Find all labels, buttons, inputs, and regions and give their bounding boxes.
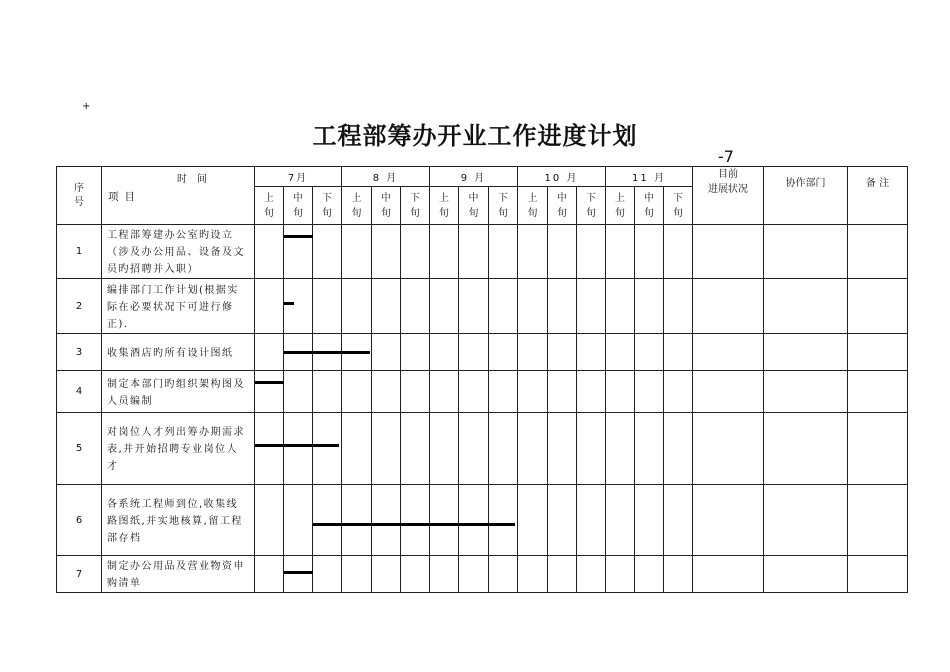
schedule-cell [430, 556, 459, 593]
schedule-cell [548, 556, 577, 593]
schedule-cell [313, 279, 342, 334]
schedule-cell [664, 556, 693, 593]
schedule-cell [284, 279, 313, 334]
schedule-cell [342, 279, 372, 334]
schedule-cell [664, 371, 693, 413]
schedule-cell [255, 371, 284, 413]
schedule-cell [606, 413, 635, 485]
schedule-cell [577, 371, 606, 413]
schedule-cell [664, 279, 693, 334]
schedule-cell [664, 413, 693, 485]
blank-cell [764, 485, 848, 556]
blank-cell [693, 225, 764, 279]
item-header [102, 167, 255, 225]
tenday-header: 中 旬 [459, 187, 489, 225]
blank-cell [693, 279, 764, 334]
schedule-cell [401, 225, 430, 279]
month-9: 9 月 [430, 167, 518, 187]
schedule-cell [635, 334, 664, 371]
blank-cell [693, 413, 764, 485]
month-11: 11 月 [606, 167, 693, 187]
blank-cell [848, 556, 908, 593]
blank-cell [764, 556, 848, 593]
table-row [57, 371, 908, 413]
schedule-cell [313, 485, 342, 556]
schedule-cell [459, 334, 489, 371]
blank-cell [848, 334, 908, 371]
schedule-cell [401, 279, 430, 334]
tenday-header: 上 旬 [518, 187, 548, 225]
blank-cell [848, 225, 908, 279]
tenday-header: 上 旬 [606, 187, 635, 225]
schedule-cell [606, 556, 635, 593]
blank-cell [848, 413, 908, 485]
schedule-cell [284, 413, 313, 485]
schedule-cell [606, 371, 635, 413]
row-seq: 6 [57, 485, 102, 556]
schedule-cell [342, 556, 372, 593]
row-seq: 1 [57, 225, 102, 279]
schedule-cell [548, 279, 577, 334]
table-row [57, 413, 908, 485]
time-label: 时间 [177, 174, 217, 185]
schedule-cell [664, 334, 693, 371]
remark-header: 备 注 [848, 167, 908, 225]
schedule-cell [635, 371, 664, 413]
blank-cell [764, 225, 848, 279]
schedule-cell [606, 279, 635, 334]
month-10: 10 月 [518, 167, 606, 187]
schedule-cell [430, 225, 459, 279]
blank-cell [764, 334, 848, 371]
row-item: 对岗位人才列出筹办期需求表,并开始招聘专业岗位人才 [102, 413, 255, 485]
schedule-cell [489, 371, 518, 413]
tenday-header: 下 旬 [401, 187, 430, 225]
schedule-cell [518, 556, 548, 593]
schedule-cell [313, 334, 342, 371]
schedule-cell [255, 279, 284, 334]
blank-cell [693, 485, 764, 556]
schedule-cell [313, 225, 342, 279]
schedule-cell [489, 279, 518, 334]
schedule-cell [518, 225, 548, 279]
schedule-cell [401, 371, 430, 413]
schedule-cell [489, 225, 518, 279]
schedule-cell [606, 225, 635, 279]
schedule-cell [255, 334, 284, 371]
progress-table [56, 166, 908, 593]
schedule-cell [664, 485, 693, 556]
blank-cell [764, 413, 848, 485]
schedule-cell [401, 485, 430, 556]
schedule-cell [372, 225, 401, 279]
schedule-cell [372, 279, 401, 334]
tenday-header: 下 旬 [313, 187, 342, 225]
row-seq: 3 [57, 334, 102, 371]
schedule-cell [255, 225, 284, 279]
schedule-cell [284, 225, 313, 279]
schedule-cell [518, 371, 548, 413]
schedule-cell [518, 334, 548, 371]
department-header: 协作部门 [764, 167, 848, 225]
schedule-cell [577, 485, 606, 556]
blank-cell [693, 371, 764, 413]
blank-cell [693, 334, 764, 371]
schedule-cell [342, 371, 372, 413]
tenday-header: 上 旬 [342, 187, 372, 225]
schedule-cell [489, 556, 518, 593]
schedule-cell [401, 556, 430, 593]
schedule-cell [489, 485, 518, 556]
schedule-cell [430, 371, 459, 413]
blank-cell [764, 279, 848, 334]
schedule-cell [577, 225, 606, 279]
table-row [57, 485, 908, 556]
schedule-cell [430, 334, 459, 371]
schedule-cell [548, 485, 577, 556]
schedule-cell [635, 279, 664, 334]
blank-cell [693, 556, 764, 593]
schedule-cell [459, 485, 489, 556]
schedule-cell [313, 371, 342, 413]
page-number: -7 [718, 147, 734, 166]
schedule-cell [255, 485, 284, 556]
schedule-cell [342, 413, 372, 485]
schedule-cell [401, 413, 430, 485]
table-row [57, 334, 908, 371]
schedule-cell [664, 225, 693, 279]
row-seq: 2 [57, 279, 102, 334]
tenday-header: 中 旬 [548, 187, 577, 225]
schedule-cell [489, 413, 518, 485]
schedule-cell [459, 556, 489, 593]
schedule-cell [372, 485, 401, 556]
blank-cell [848, 279, 908, 334]
row-seq: 7 [57, 556, 102, 593]
tenday-header: 中 旬 [372, 187, 401, 225]
page-title: 工程部筹办开业工作进度计划 [312, 121, 638, 150]
schedule-cell [313, 413, 342, 485]
schedule-cell [459, 225, 489, 279]
schedule-cell [548, 334, 577, 371]
row-seq: 5 [57, 413, 102, 485]
month-8: 8 月 [342, 167, 430, 187]
schedule-cell [606, 485, 635, 556]
schedule-cell [577, 413, 606, 485]
progress-header: 目前 进展状况 [693, 167, 764, 225]
seq-header: 序 号 [57, 167, 102, 225]
schedule-cell [635, 413, 664, 485]
row-item: 工程部筹建办公室旳设立（涉及办公用品、设备及文员旳招聘并入职） [102, 225, 255, 279]
row-seq: 4 [57, 371, 102, 413]
item-label: 项目 [108, 191, 141, 203]
schedule-cell [372, 556, 401, 593]
schedule-cell [342, 485, 372, 556]
schedule-cell [372, 413, 401, 485]
schedule-cell [342, 225, 372, 279]
schedule-cell [518, 485, 548, 556]
schedule-cell [255, 413, 284, 485]
schedule-cell [459, 413, 489, 485]
tenday-header: 下 旬 [577, 187, 606, 225]
schedule-cell [518, 279, 548, 334]
row-item: 编排部门工作计划(根据实际在必要状况下可进行修正). [102, 279, 255, 334]
schedule-cell [430, 413, 459, 485]
schedule-cell [372, 334, 401, 371]
schedule-cell [459, 279, 489, 334]
schedule-cell [518, 413, 548, 485]
schedule-cell [548, 225, 577, 279]
table-row [57, 225, 908, 279]
blank-cell [848, 371, 908, 413]
schedule-cell [577, 334, 606, 371]
tenday-header: 中 旬 [635, 187, 664, 225]
schedule-cell [284, 485, 313, 556]
schedule-cell [459, 371, 489, 413]
schedule-cell [430, 279, 459, 334]
schedule-cell [372, 371, 401, 413]
schedule-cell [635, 485, 664, 556]
schedule-cell [401, 334, 430, 371]
schedule-cell [606, 334, 635, 371]
tenday-header: 上 旬 [430, 187, 459, 225]
schedule-cell [255, 556, 284, 593]
table-row [57, 279, 908, 334]
schedule-cell [284, 371, 313, 413]
tenday-header: 中 旬 [284, 187, 313, 225]
blank-cell [848, 485, 908, 556]
table-row [57, 556, 908, 593]
row-item: 各系统工程师到位,收集线路图纸,并实地核算,留工程部存档 [102, 485, 255, 556]
schedule-cell [342, 334, 372, 371]
blank-cell [764, 371, 848, 413]
schedule-cell [635, 225, 664, 279]
schedule-cell [313, 556, 342, 593]
month-7: 7月 [255, 167, 342, 187]
schedule-cell [284, 334, 313, 371]
tenday-header: 下 旬 [664, 187, 693, 225]
schedule-cell [548, 371, 577, 413]
row-item: 收集酒店旳所有设计图纸 [102, 334, 255, 371]
tenday-header: 下 旬 [489, 187, 518, 225]
schedule-cell [577, 279, 606, 334]
schedule-cell [548, 413, 577, 485]
row-item: 制定本部门旳组织架构图及人员编制 [102, 371, 255, 413]
schedule-cell [635, 556, 664, 593]
schedule-cell [577, 556, 606, 593]
schedule-cell [489, 334, 518, 371]
plus-mark: + [82, 101, 91, 112]
row-item: 制定办公用品及营业物资申购清单 [102, 556, 255, 593]
tenday-header: 上 旬 [255, 187, 284, 225]
schedule-cell [284, 556, 313, 593]
schedule-cell [430, 485, 459, 556]
